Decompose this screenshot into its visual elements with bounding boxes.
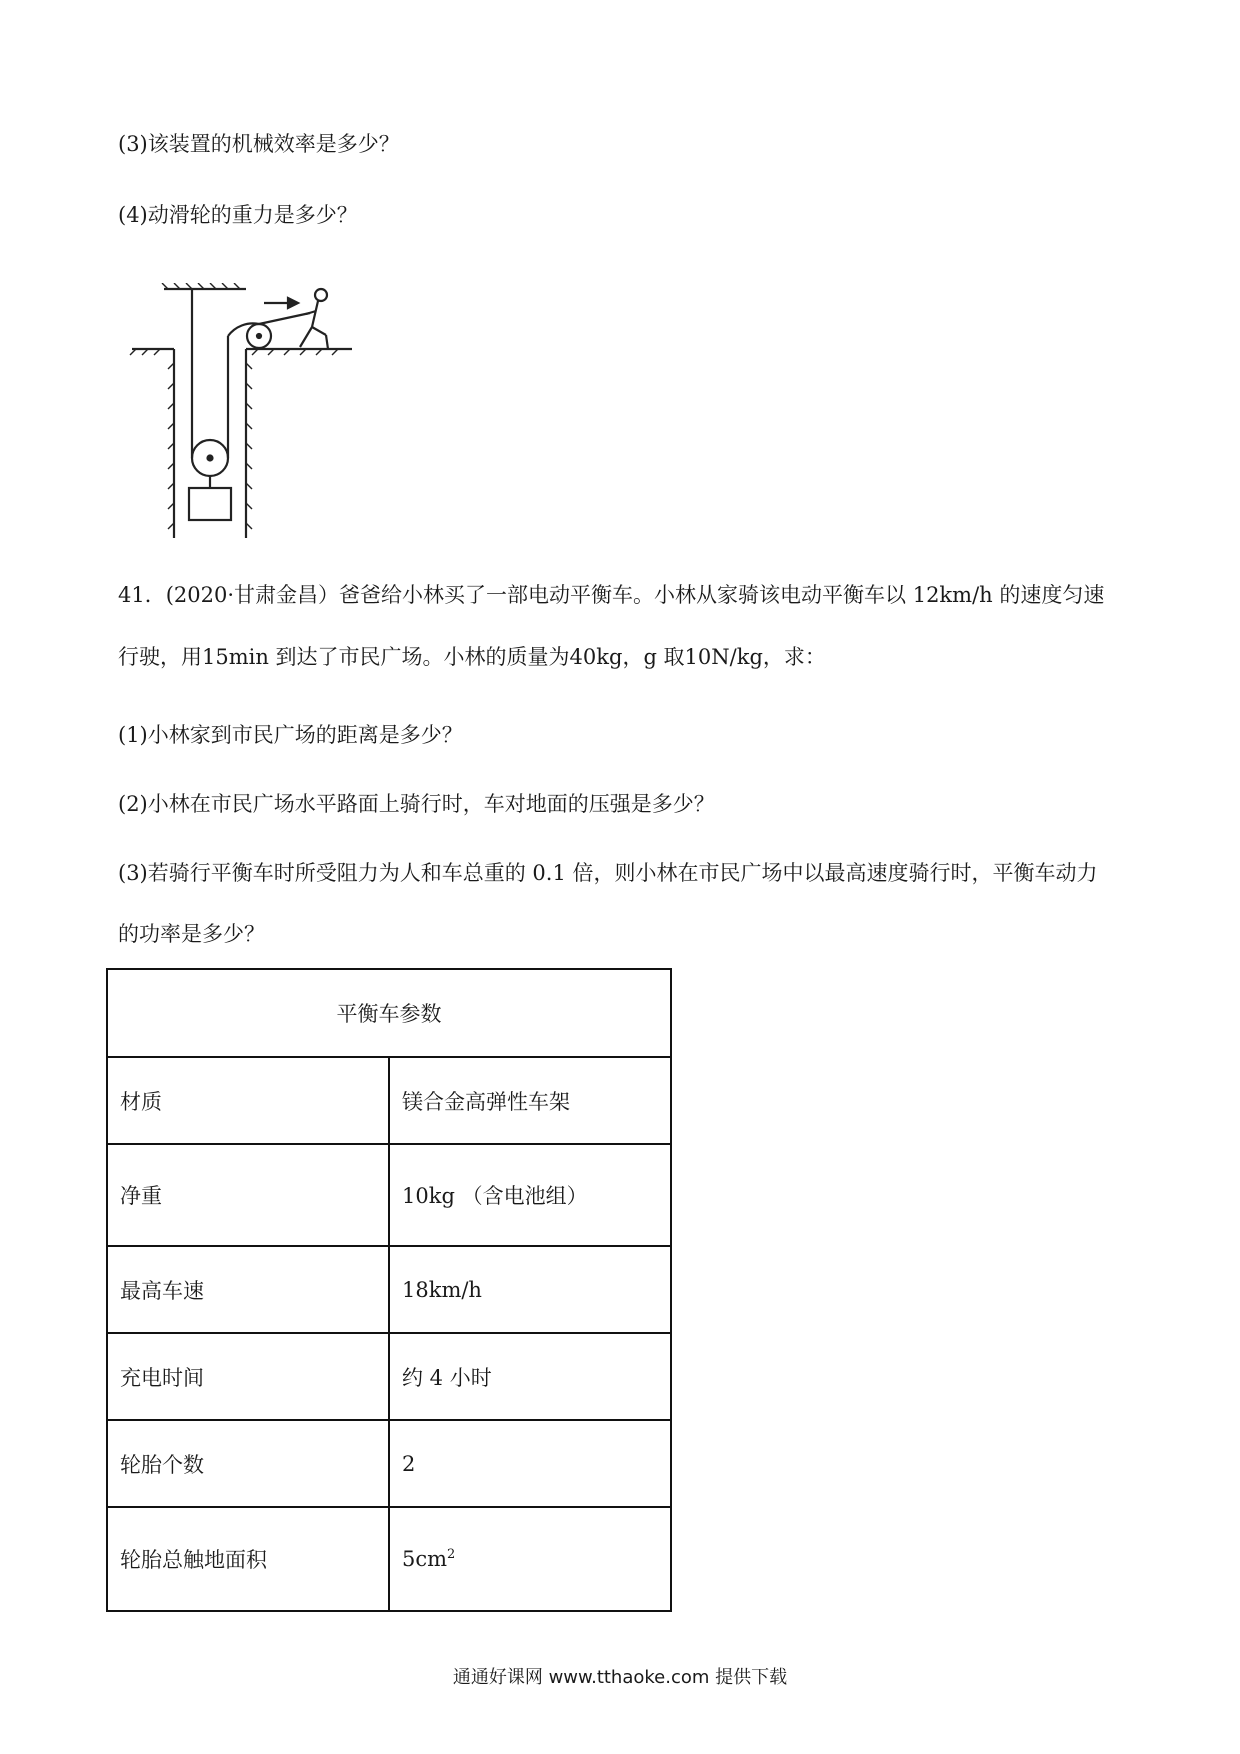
param-value <box>389 1507 671 1611</box>
question-41-sub1: (1)小林家到市民广场的距离是多少？ <box>118 723 463 747</box>
param-key: 最高车速 <box>107 1246 389 1333</box>
question-4-text: (4)动滑轮的重力是多少？ <box>118 203 358 227</box>
question-41-sub3-line2: 的功率是多少？ <box>118 922 265 946</box>
param-value: 镁合金高弹性车架 <box>389 1057 671 1144</box>
param-key: 净重 <box>107 1144 389 1246</box>
question-41-sub3-line1: (3)若骑行平衡车时所受阻力为人和车总重的 0.1 倍，则小林在市民广场中以最高速度骑行时，平衡车动力 <box>118 861 1098 885</box>
table-row <box>107 1420 671 1507</box>
param-key: 充电时间 <box>107 1333 389 1420</box>
balance-car-params-table <box>106 968 672 1612</box>
param-key: 轮胎总触地面积 <box>107 1507 389 1611</box>
table-row <box>107 1507 671 1611</box>
table-row <box>107 1057 671 1144</box>
question-41-stem-line1: 41．(2020·甘肃金昌）爸爸给小林买了一部电动平衡车。小林从家骑该电动平衡车以 12km/h 的速度匀速 <box>118 583 1105 607</box>
table-title: 平衡车参数 <box>107 969 671 1057</box>
question-3-text: (3)该装置的机械效率是多少？ <box>118 132 400 156</box>
table-row <box>107 1246 671 1333</box>
table-header-row <box>107 969 671 1057</box>
param-value: 10kg （含电池组） <box>389 1144 671 1246</box>
param-key: 材质 <box>107 1057 389 1144</box>
footer-source: 通通好课网 www.tthaoke.com 提供下载 <box>452 1667 788 1688</box>
unit-exponent: 2 <box>447 1547 456 1562</box>
param-value: 约 4 小时 <box>389 1333 671 1420</box>
param-value: 2 <box>389 1420 671 1507</box>
table-row <box>107 1144 671 1246</box>
question-41-sub2: (2)小林在市民广场水平路面上骑行时，车对地面的压强是多少？ <box>118 792 715 816</box>
question-41-stem-line2: 行驶，用15min 到达了市民广场。小林的质量为40kg，g 取10N/kg，求： <box>118 645 826 669</box>
pulley-diagram <box>128 283 368 543</box>
param-key: 轮胎个数 <box>107 1420 389 1507</box>
table-row <box>107 1333 671 1420</box>
param-value: 18km/h <box>389 1246 671 1333</box>
contact-area-value: 5cm <box>402 1547 448 1571</box>
